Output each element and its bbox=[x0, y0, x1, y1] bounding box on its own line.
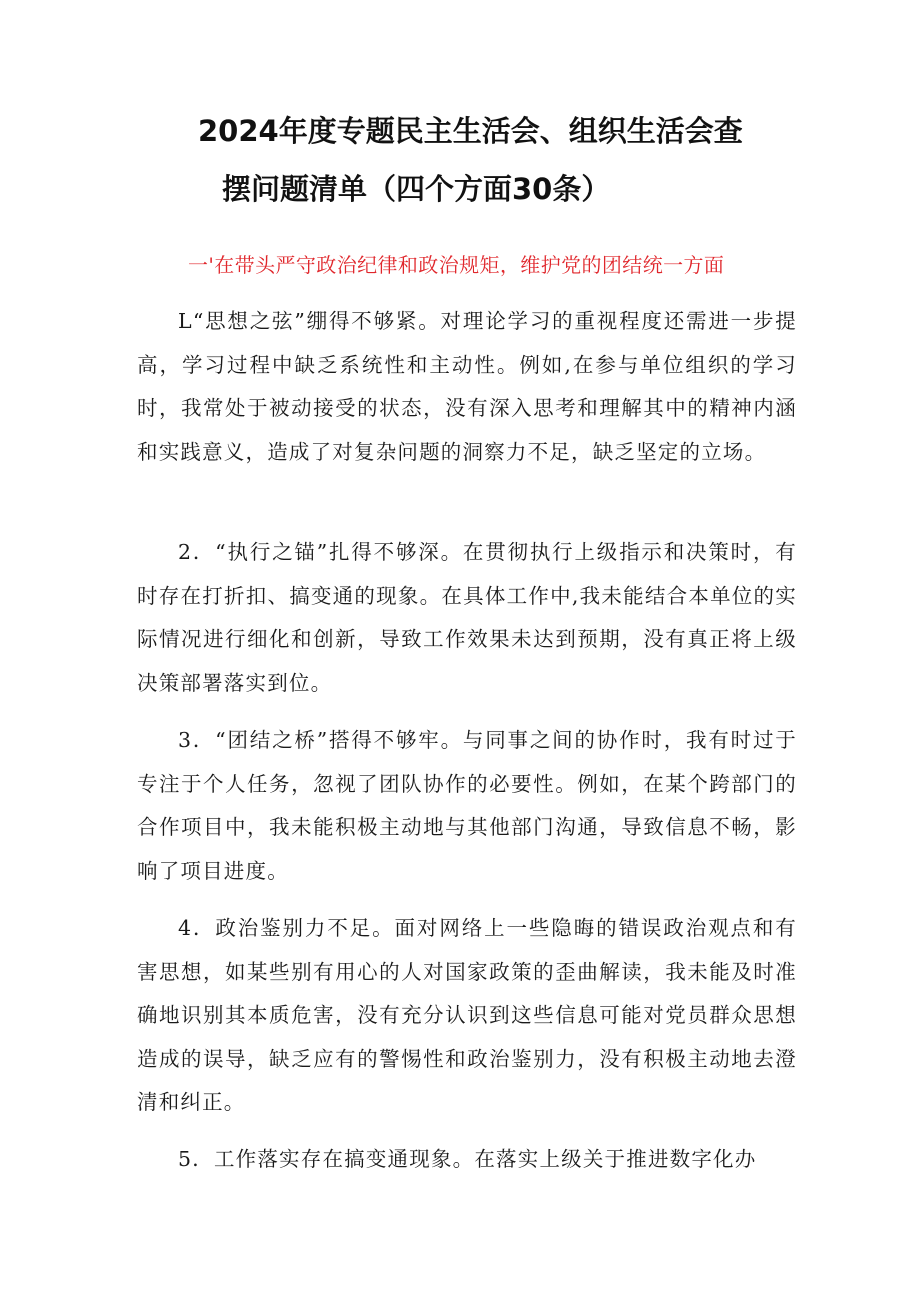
paragraph-item-4: 4．政治鉴别力不足。面对网络上一些隐晦的错误政治观点和有害思想，如某些别有用心的人对国家政策的歪曲解读，我未能及时准确地识别其本质危害，没有充分认识到这些信息可能对党员群众思想造成的误导，缺乏应有的警惕性和政治鉴别力，没有积极主动地去澄清和纠正。 bbox=[137, 916, 797, 1114]
section-heading: 一'在带头严守政治纪律和政治规矩，维护党的团结统一方面 bbox=[188, 253, 725, 277]
paragraph-item-2: 2．“执行之锚”扎得不够深。在贯彻执行上级指示和决策时，有时存在打折扣、搞变通的现象。在具体工作中,我未能结合本单位的实际情况进行细化和创新，导致工作效果未达到预期，没有真正将上级决策部署落实到位。 bbox=[137, 540, 797, 695]
paragraph-item-3: 3．“团结之桥”搭得不够牢。与同事之间的协作时，我有时过于专注于个人任务，忽视了团队协作的必要性。例如，在某个跨部门的合作项目中，我未能积极主动地与其他部门沟通，导致信息不畅，影响了项目进度。 bbox=[137, 728, 797, 883]
document-title-line-1: 2024年度专题民主生活会、组织生活会查 bbox=[198, 114, 743, 148]
document-title-line-2: 摆问题清单（四个方面30条） bbox=[222, 172, 611, 206]
paragraph-item-1: L“思想之弦”绷得不够紧。对理论学习的重视程度还需进一步提高，学习过程中缺乏系统性和主动性。例如,在参与单位组织的学习时，我常处于被动接受的状态，没有深入思考和理解其中的精神内涵和实践意义，造成了对复杂问题的洞察力不足，缺乏坚定的立场。 bbox=[137, 309, 797, 464]
paragraph-item-5: 5．工作落实存在搞变通现象。在落实上级关于推进数字化办 bbox=[178, 1147, 757, 1171]
